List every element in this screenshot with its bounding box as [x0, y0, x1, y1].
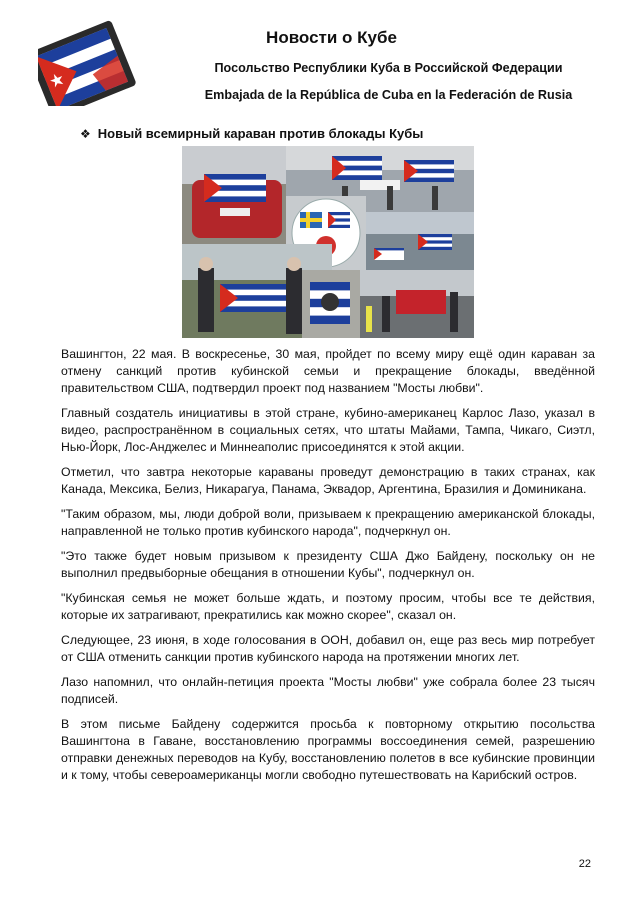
- paragraph: Лазо напомнил, что онлайн-петиция проекта "Мосты любви" уже собрала более 23 тысяч подписей.: [61, 675, 595, 706]
- article-body: [61, 346, 595, 792]
- publication-title: Новости о Кубе: [266, 28, 397, 47]
- bullet-icon: ❖: [80, 126, 91, 141]
- article-heading: [80, 126, 423, 141]
- paragraph: Вашингтон, 22 мая. В воскресенье, 30 мая, пройдет по всему миру ещё один караван за отмену санкций против кубинской семьи и прекращение блокады, введённой правительством США, подтвердил проект под названием "Мосты любви".: [61, 347, 595, 395]
- embassy-name-es: Embajada de la República de Cuba en la Federación de Rusia: [204, 88, 573, 102]
- paragraph: Главный создатель инициативы в этой стране, кубино-американец Карлос Лазо, указал в видео, распространённом в социальных сетях, что штаты Майами, Тампа, Чикаго, Сиэтл, Нью-Йорк, Лос-Анджелес и Миннеаполис присоединятся к этой акции.: [61, 406, 595, 454]
- paragraph: Отметил, что завтра некоторые караваны проведут демонстрацию в таких странах, как Канада, Мексика, Белиз, Никарагуа, Панама, Эквадор, Аргентина, Бразилия и Доминикана.: [61, 465, 595, 496]
- embassy-name-ru: Посольство Республики Куба в Российской Федерации: [214, 61, 563, 75]
- paragraph: В этом письме Байдену содержится просьба к повторному открытию посольства Вашингтона в Гаване, восстановлению программы воссоединения семей, разрешению отправки денежных переводов на Кубу, восстановлению полетов в все кубинские провинции и к тому, чтобы североамериканцы могли свободно путешествовать на Карибский остров.: [61, 717, 595, 782]
- paragraph: "Кубинская семья не может больше ждать, и поэтому просим, чтобы все те действия, которые их затрагивают, прекратились как можно скорее", сказал он.: [61, 591, 595, 622]
- paragraph: Следующее, 23 июня, в ходе голосования в ООН, добавил он, еще раз весь мир потребует от США отменить санкции против кубинского народа на протяжении многих лет.: [61, 633, 595, 664]
- article-title: Новый всемирный караван против блокады Кубы: [97, 126, 424, 141]
- page-number: 22: [578, 858, 591, 870]
- photo-collage: [182, 146, 474, 338]
- paragraph: "Это также будет новым призывом к президенту США Джо Байдену, поскольку он не выполнил предвыборные обещания в отношении Кубы", подчеркнул он.: [61, 549, 595, 580]
- paragraph: "Таким образом, мы, люди доброй воли, призываем к прекращению американской блокады, направленной не только против кубинского народа", подчеркнул он.: [61, 507, 595, 538]
